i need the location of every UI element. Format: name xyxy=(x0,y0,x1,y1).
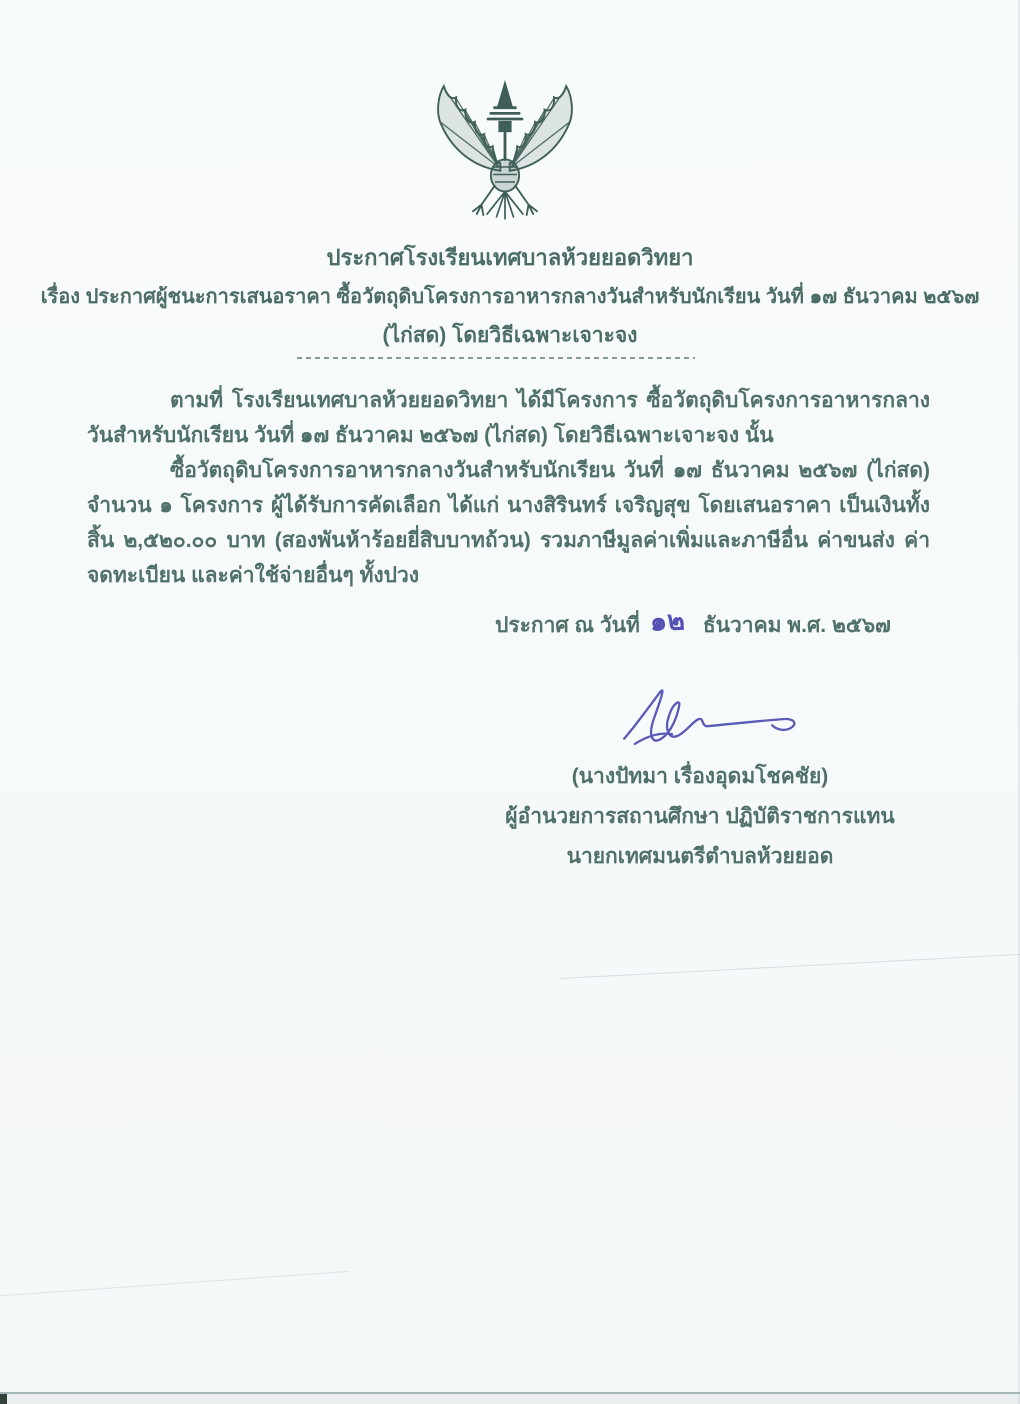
signature-ink xyxy=(610,680,805,760)
body-paragraph-1: ตามที่ โรงเรียนเทศบาลห้วยยอดวิทยา ได้มีโครงการ ซื้อวัตถุดิบโครงการอาหารกลางวันสำหรับนักเรียน วันที่ ๑๗ ธันวาคม ๒๕๖๗ (ไก่สด) โดยวิธีเฉพาะเจาะจง นั้น xyxy=(87,389,930,447)
body-text xyxy=(87,383,930,593)
dashed-separator xyxy=(297,357,695,359)
handwritten-day: ๑๒ xyxy=(649,605,686,638)
scan-corner-mark xyxy=(0,1394,7,1404)
garuda-emblem-icon xyxy=(425,76,585,226)
announce-date-suffix: ธันวาคม พ.ศ. ๒๕๖๗ xyxy=(702,614,891,637)
announcement-org-title: ประกาศโรงเรียนเทศบาลห้วยยอดวิทยา xyxy=(326,245,694,270)
signer-title-line-2: นายกเทศมนตรีตำบลห้วยยอด xyxy=(566,845,834,868)
announcement-date-line xyxy=(495,601,891,644)
signer-title-line-1: ผู้อำนวยการสถานศึกษา ปฏิบัติราชการแทน xyxy=(505,805,895,828)
announce-date-prefix: ประกาศ ณ วันที่ xyxy=(495,614,640,637)
announcement-method-line: (ไก่สด) โดยวิธีเฉพาะเจาะจง xyxy=(382,324,638,347)
signer-block xyxy=(480,757,920,877)
scan-edge-strip xyxy=(0,1394,1020,1404)
scan-fold-crease xyxy=(0,1271,349,1297)
body-paragraph-2: ซื้อวัตถุดิบโครงการอาหารกลางวันสำหรับนักเรียน วันที่ ๑๗ ธันวาคม ๒๕๖๗ (ไก่สด) จำนวน ๑ โครงการ ผู้ได้รับการคัดเลือก ได้แก่ นางสิรินทร์ เจริญสุข โดยเสนอราคา เป็นเงินทั้งสิ้น ๒,๕๒๐.๐๐ บาท (สองพันห้าร้อยยี่สิบบาทถ้วน) รวมภาษีมูลค่าเพิ่มและภาษีอื่น ค่าขนส่ง ค่าจดทะเบียน และค่าใช้จ่ายอื่นๆ ทั้งปวง xyxy=(87,459,930,587)
announcement-subject-line: เรื่อง ประกาศผู้ชนะการเสนอราคา ซื้อวัตถุดิบโครงการอาหารกลางวันสำหรับนักเรียน วันที่ ๑๗ ธันวาคม ๒๕๖๗ xyxy=(40,286,980,308)
signer-name: (นางปัทมา เรื่องอุดมโชคชัย) xyxy=(571,765,829,788)
scan-fold-crease xyxy=(560,953,1020,979)
